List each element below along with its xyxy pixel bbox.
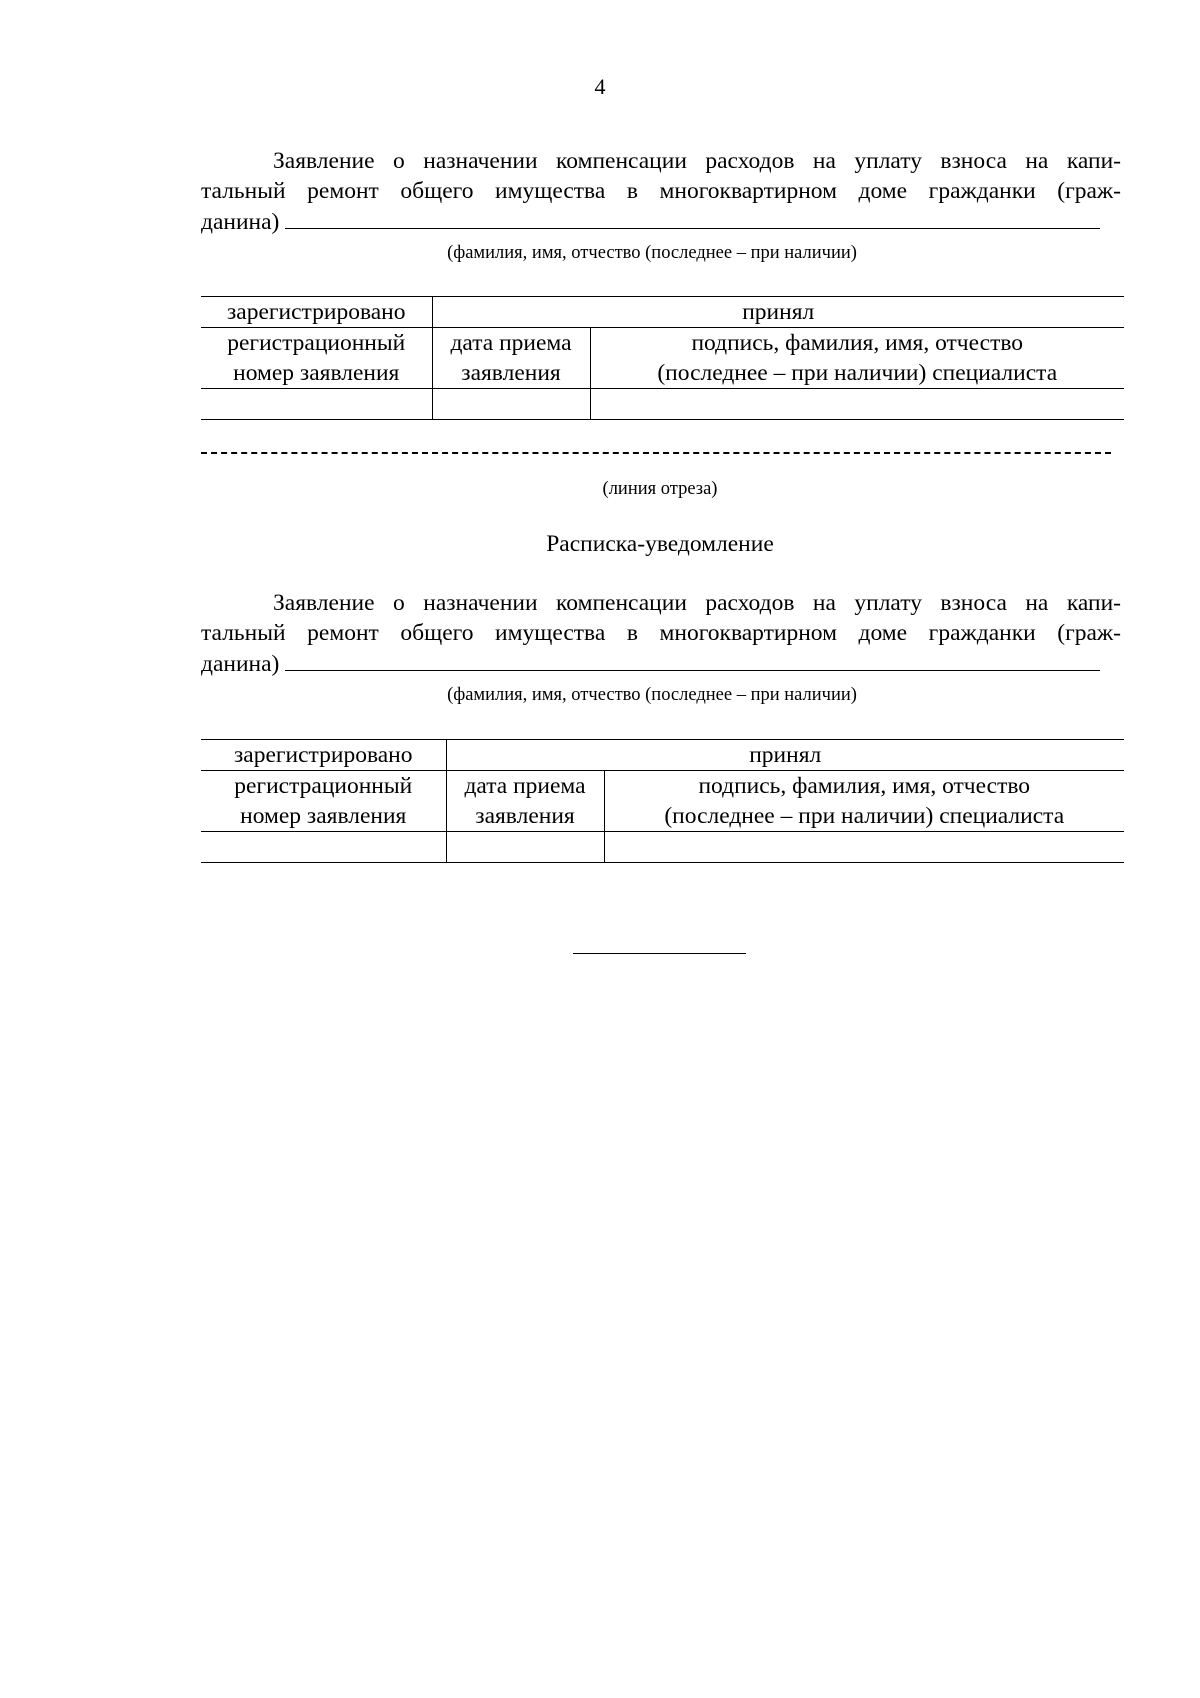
header-accepted: принял — [432, 297, 1124, 328]
receipt-signature-cell[interactable] — [604, 832, 1124, 863]
receipt-title: Расписка-уведомление — [546, 531, 774, 557]
receipt-name-hint: (фамилия, имя, отчество (последнее – при наличии) — [447, 685, 857, 705]
receipt-line-2: тальный ремонт общего имущества в многоквартирном доме гражданки (граж- — [201, 620, 1121, 646]
receipt-registration-table — [201, 739, 1124, 863]
applicant-label: данина) — [201, 209, 280, 235]
cut-line — [201, 452, 1111, 454]
page-number: 4 — [594, 74, 606, 99]
receipt-header-registered: зарегистрировано — [201, 740, 446, 771]
date-cell[interactable] — [432, 389, 590, 420]
receipt-line-1: Заявление о назначении компенсации расходов на уплату взноса на капи- — [273, 590, 1121, 616]
application-paragraph — [201, 146, 1121, 237]
registration-table — [201, 296, 1124, 420]
header-registered: зарегистрировано — [201, 297, 432, 328]
cut-line-label: (линия отреза) — [602, 479, 718, 499]
receipt-header-reg-number: регистрационный номер заявления — [201, 771, 446, 832]
receipt-paragraph — [201, 588, 1121, 679]
reg-number-cell[interactable] — [201, 389, 432, 420]
header-signature: подпись, фамилия, имя, отчество (последнее – при наличии) специалиста — [590, 328, 1124, 389]
name-hint: (фамилия, имя, отчество (последнее – при наличии) — [447, 243, 857, 263]
receipt-header-date: дата приема заявления — [446, 771, 604, 832]
application-line-2: тальный ремонт общего имущества в многоквартирном доме гражданки (граж- — [201, 178, 1121, 204]
end-rule — [573, 953, 746, 954]
receipt-applicant-name-field[interactable] — [285, 648, 1100, 671]
application-line-3 — [201, 206, 1121, 237]
receipt-applicant-label: данина) — [201, 651, 280, 677]
header-date: дата приема заявления — [432, 328, 590, 389]
receipt-reg-number-cell[interactable] — [201, 832, 446, 863]
receipt-date-cell[interactable] — [446, 832, 604, 863]
receipt-header-signature: подпись, фамилия, имя, отчество (последнее – при наличии) специалиста — [604, 771, 1124, 832]
application-line-1: Заявление о назначении компенсации расходов на уплату взноса на капи- — [273, 148, 1121, 174]
applicant-name-field[interactable] — [285, 206, 1100, 229]
header-reg-number: регистрационный номер заявления — [201, 328, 432, 389]
signature-cell[interactable] — [590, 389, 1124, 420]
receipt-line-3 — [201, 648, 1121, 679]
receipt-header-accepted: принял — [446, 740, 1124, 771]
